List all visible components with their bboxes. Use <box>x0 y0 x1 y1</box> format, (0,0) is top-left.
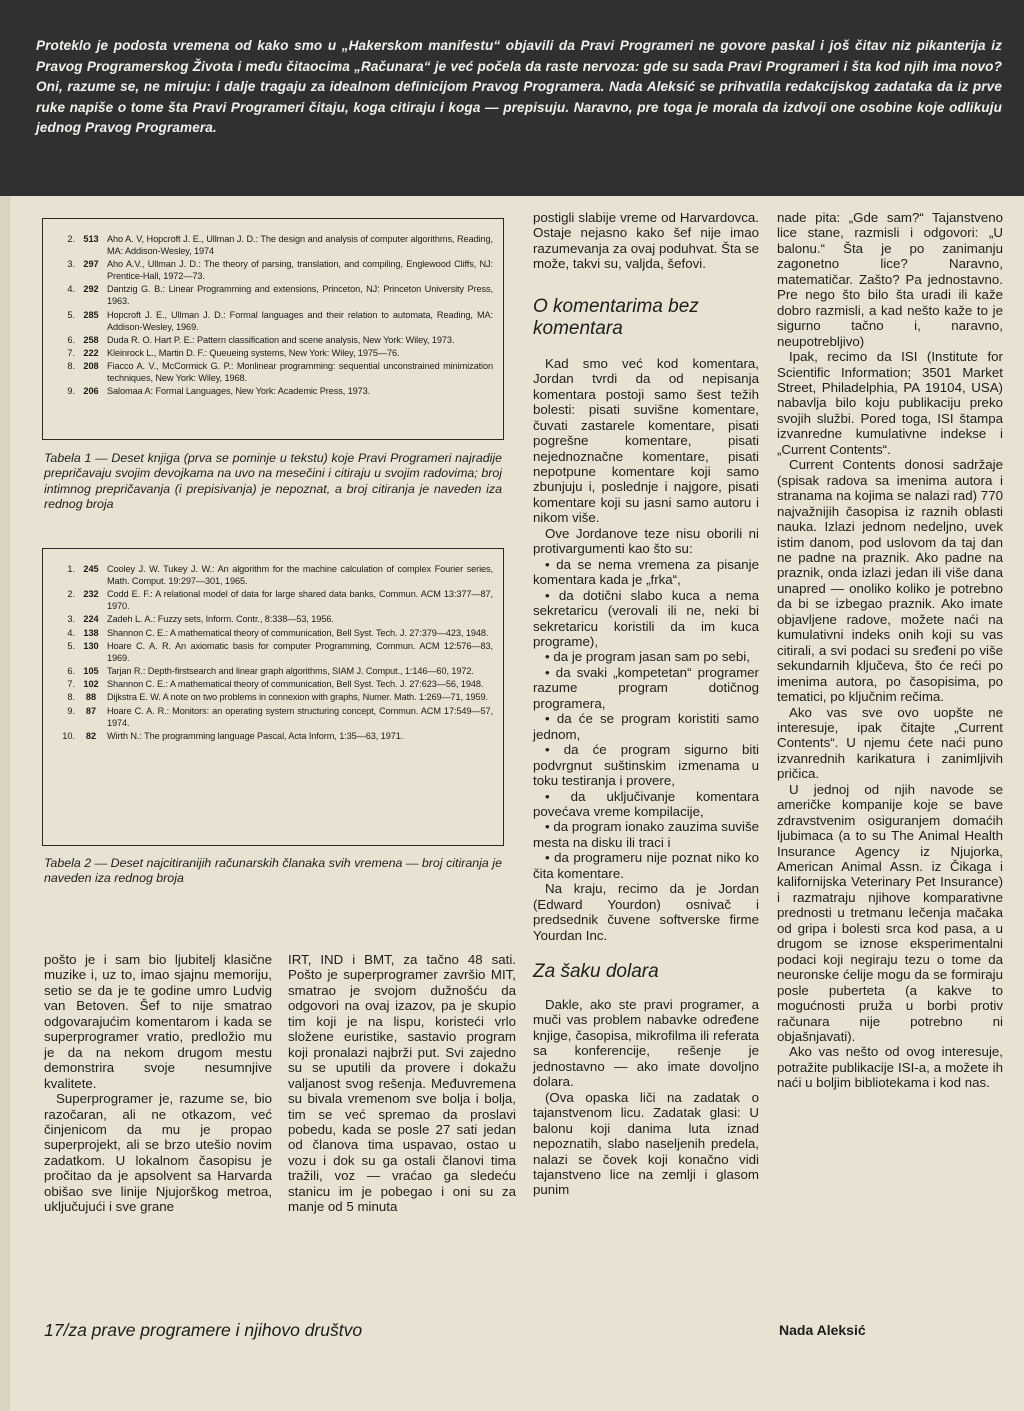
reference-text: Aho A. V, Hopcroft J. E., Ullman J. D.: The design and analysis of computer algorithms, Reading, MA: Addison-Wesley, 1974 <box>107 234 493 256</box>
row-number: 9. <box>67 386 75 397</box>
table-row <box>59 640 493 664</box>
row-number: 8. <box>67 692 75 703</box>
table-row <box>59 283 493 307</box>
bullet-item: • da svaki „kompetetan“ programer razume program dotičnog programera, <box>533 664 759 711</box>
citation-count: 82 <box>85 730 97 741</box>
paragraph: Ako vas sve ovo uopšte ne interesuje, ipak čitajte „Current Contents“. U njemu ćete naći puno izvanrednih karikatura i zanimljivih pričica. <box>777 704 1003 782</box>
table-row <box>59 730 493 742</box>
row-number: 3. <box>67 259 75 270</box>
row-number: 9. <box>67 705 75 716</box>
reference-text: Hoare C. A. R.: Monitors: an operating system structuring concept, Commun. ACM 17:549—57, 1974. <box>107 705 493 728</box>
reference-text: Shannon C. E.: A mathematical theory of communication, Bell Syst. Tech. J. 27:623—56, 1948. <box>107 679 484 690</box>
paragraph: Ipak, recimo da ISI (Institute for Scientific Information; 3501 Market Street, Philadelphia, PA 19104, USA) nabavlja bilo koju publikaciju preko svojih službi. Pored toga, ISI štampa izvanredne kumulativne indekse i „Current Contents“. <box>777 349 1003 457</box>
column-3 <box>533 210 759 1198</box>
reference-text: Shannon C. E.: A mathematical theory of communication, Bell Syst. Tech. J. 27:379—423, 1948. <box>107 627 489 638</box>
table-row <box>59 678 493 690</box>
bullet-list <box>533 557 759 882</box>
citation-count: 224 <box>83 614 99 625</box>
table-row <box>59 691 493 703</box>
paragraph: Superprogramer je, razume se, bio razočaran, ali ne otkazom, već činjenicom da mu je propao superprojekt, ali se brzo utešio novim zadatkom. U lokalnom časopisu je pročitao da je apsolvent sa Harvarda obišao sve linije Njujorškog metroa, uključujući i sve grane <box>44 1091 272 1215</box>
paragraph: pošto je i sam bio ljubitelj klasične muzike i, uz to, imao sjajnu memoriju, setio se da je te godine umro Ludvig van Betoven. Šef to nije smatrao odgovarajućim komentarom i kada se superprogramer vratio, predložio mu je da na nekom drugom mestu demonstrira svoje nesumnjive kvalitete. <box>44 952 272 1091</box>
table-row <box>59 665 493 677</box>
citation-count: 258 <box>83 334 99 345</box>
reference-text: Dijkstra E. W. A note on two problems in connexion with graphs, Numer. Math. 1:269—71, 1959. <box>107 692 488 703</box>
row-number: 7. <box>67 347 75 358</box>
table-row <box>59 334 493 346</box>
table-row <box>59 627 493 639</box>
row-number: 5. <box>67 640 75 651</box>
bullet-item: • da program ionako zauzima suviše mesta na disku ili traci i <box>533 819 759 850</box>
reference-text: Aho A.V., Ullman J. D.: The theory of parsing, translation, and compiling, Englewood Cliffs, NJ: Prentice-Hall, 1972—73. <box>107 259 493 282</box>
table-articles-caption: Tabela 2 — Deset najcitiranijih računarskih članaka svih vremena — broj citiranja je naveden iza rednog broja <box>44 856 502 886</box>
row-number: 3. <box>67 614 75 625</box>
table-row <box>59 588 493 612</box>
table-row <box>59 233 493 257</box>
citation-count: 130 <box>83 640 99 651</box>
citation-count: 87 <box>85 705 97 716</box>
table-books-caption: Tabela 1 — Deset knjiga (prva se pominje u tekstu) koje Pravi Programeri najradije prepričavaju svojim devojkama na uvo na mesečini i citiraju u svojim radovima; broj intimnog prepričavanja (i prepisivanja) je nepoznat, a broj citiranja je naveden iza rednog broja <box>44 451 502 512</box>
paragraph: postigli slabije vreme od Harvardovca. Ostaje nejasno kako šef nije imao razumevanja za ovaj poduhvat. Šta se može, takvi su, valjda, šefovi. <box>533 210 759 272</box>
reference-text: Dantzig G. B.: Linear Programming and extensions, Princeton, NJ: Princeton University Press, 1963. <box>107 284 493 307</box>
citation-count: 222 <box>83 347 99 358</box>
citation-count: 292 <box>83 284 99 295</box>
reference-text: Kleinrock L., Martin D. F.: Queueing systems, New York: Wiley, 1975—76. <box>107 347 400 358</box>
page-footer: 17/za prave programere i njihovo društvo <box>44 1320 363 1340</box>
table-row <box>59 563 493 587</box>
table-articles <box>42 548 504 846</box>
author-name: Nada Aleksić <box>779 1322 866 1338</box>
column-4 <box>777 210 1003 1091</box>
reference-text: Zadeh L. A.: Fuzzy sets, Inform. Contr., 8:338—53, 1956. <box>107 614 334 625</box>
row-number: 5. <box>67 309 75 320</box>
bullet-item: • da programeru nije poznat niko ko čita komentare. <box>533 850 759 881</box>
table-row <box>59 347 493 359</box>
paragraph: Kad smo već kod komentara, Jordan tvrdi da od nepisanja komentara postoji samo šest težih bolesti: pisati suvišne komentare, čuvati zastarele komentare, pisati pogrešne komentare, pisati nejednoznačne komentare, pisati nepotpune komentare koji samo zbunjuju i, poslednje i najgore, pisati komentare koji su jasni samo autoru i nikom više. <box>533 355 759 526</box>
row-number: 4. <box>67 284 75 295</box>
paragraph: U jednoj od njih navode se američke kompanije koje se bave zdravstvenim osiguranjem domaćih ljubimaca (a to su The Animal Health Insurance Agency iz Njujorka, American Animal Assn. iz Čikaga i kalifornijska Veterinary Pet Insurance) i razmatraju njihove komparativne prednosti u tretmanu lečenja mačaka od gripa i bolesti srca kod pasa, a u drugom se iznose eksperimentalni podaci koji negiraju tezu o tome da neuronske ćelije mogu da se formiraju posle puberteta (a kakve to mogućnosti pruža u borbi protiv računara nije potrebno ni objašnjavati). <box>777 781 1003 1045</box>
intro-banner <box>0 0 1024 196</box>
reference-text: Cooley J. W. Tukey J. W.: An algorithm for the machine calculation of complex Fourier series, Math. Comput. 19:297—301, 1965. <box>107 564 493 586</box>
reference-text: Wirth N.: The programming language Pascal, Acta Inform, 1:35—63, 1971. <box>107 730 404 741</box>
citation-count: 88 <box>85 692 97 703</box>
row-number: 6. <box>67 665 75 676</box>
table-books <box>42 218 504 440</box>
paragraph: Ove Jordanove teze nisu oborili ni protivargumenti kao što su: <box>533 525 759 557</box>
table-row <box>59 258 493 282</box>
row-number: 8. <box>67 361 75 372</box>
reference-text: Hoare C. A. R. An axiomatic basis for computer Programming, Commun. ACM 12:576—83, 1969. <box>107 640 493 663</box>
column-1 <box>44 952 272 1215</box>
bullet-item: • da će se program koristiti samo jednom, <box>533 711 759 742</box>
bullet-item: • da je program jasan sam po sebi, <box>545 649 750 665</box>
paragraph: Na kraju, recimo da je Jordan (Edward Yourdon) osnivač i predsednik čuvene softverske firme Yourdan Inc. <box>533 881 759 943</box>
citation-count: 206 <box>83 386 99 397</box>
row-number: 2. <box>67 589 75 600</box>
bullet-item: • da uključivanje komentara povećava vreme kompilacije, <box>533 788 759 819</box>
citation-count: 513 <box>83 234 99 244</box>
citation-count: 105 <box>83 665 99 676</box>
row-number: 4. <box>67 627 75 638</box>
intro-text: Proteklo je podosta vremena od kako smo u „Hakerskom manifestu“ objavili da Pravi Programeri ne govore paskal i još čitav niz pikanterija iz Pravog Programerskog Života i među čitaocima „Računara“ je već počela da raste nervoza: gde su sada Pravi Programeri i šta kod njih ima novo? Oni, razume se, ne miruju: i dalje tragaju za idealnom definicijom Pravog Programera. Nada Aleksić se prihvatila redakcijskog zadataka da iz prve ruke napiše o tome šta Pravi Programeri čitaju, koga citiraju i koga — prepisuju. Naravno, pre toga je morala da izdvoji one osobine koje odlikuju jednog Pravog Programera. <box>36 38 1002 136</box>
reference-text: Tarjan R.: Depth-firstsearch and linear graph algorithms, SIAM J. Comput., 1:146—60, 1972. <box>107 665 474 676</box>
paragraph: Ako vas nešto od ovog interesuje, potražite publikacije ISI-a, a možete ih naći u boljim bibliotekama i kod nas. <box>777 1044 1003 1091</box>
row-number: 1. <box>67 564 75 574</box>
citation-count: 297 <box>83 259 99 270</box>
citation-count: 232 <box>83 589 99 600</box>
bullet-item: • da će program sigurno biti podvrgnut suštinskim izmenama u toku testiranja i provere, <box>533 742 759 789</box>
row-number: 6. <box>67 334 75 345</box>
paragraph: nade pita: „Gde sam?“ Tajanstveno lice stane, razmisli i odgovori: „U balonu.“ Šta je po zanimanju zagonetno lice? Naravno, matematičar. Zašto? Pa jednostavno. Pre nego što bilo šta uradi ili kaže dobro razmisli, a kad nešto kaže to je sigurno tačno i, naravno, neupotrebljivo) <box>777 210 1003 349</box>
citation-count: 208 <box>83 361 99 372</box>
table-row <box>59 705 493 729</box>
row-number: 2. <box>67 234 75 244</box>
citation-count: 285 <box>83 309 99 320</box>
section-heading-comments: O komentarima bez komentara <box>533 295 699 339</box>
row-number: 10. <box>62 730 75 741</box>
section-heading-dollars: Za šaku dolara <box>533 961 659 983</box>
table-row <box>59 309 493 333</box>
citation-count: 102 <box>83 679 99 690</box>
table-row <box>59 385 493 397</box>
reference-text: Fiacco A. V., McCormick G. P.: Monlinear programming: sequential unconstrained minimization techniques, New York: Wiley, 1968. <box>107 361 493 384</box>
reference-text: Duda R. O. Hart P. E.: Pattern classification and scene analysis, New York: Wiley, 1973. <box>107 334 455 345</box>
row-number: 7. <box>67 679 75 690</box>
paragraph: (Ova opaska liči na zadatak o tajanstvenom licu. Zadatak glasi: U balonu koji danima luta iznad nepoznatih, slabo naseljenih predela, nalazi se čovek koji konačno vidi tajanstveno lice na zemlji i glasom punim <box>533 1089 759 1198</box>
column-2 <box>288 952 516 1215</box>
bullet-item: • da se nema vremena za pisanje komentara kada je „frka“, <box>533 556 759 588</box>
citation-count: 245 <box>83 564 99 574</box>
citation-count: 138 <box>83 627 99 638</box>
reference-text: Hopcroft J. E., Ullman J. D.: Formal languages and their relation to automata, Reading, MA: Addison-Wesley, 1969. <box>107 309 493 332</box>
paragraph: IRT, IND i BMT, za tačno 48 sati. Pošto je superprogramer završio MIT, smatrao je svojom dužnošću da odgovori na ovaj izazov, pa je skupio tim koji je na lispu, koristeći vrlo složene euristike, sastavio program koji pronalazi najbrži put. Svi zajedno su se uputili da provere i dokažu valjanost svog rešenja. Međuvremena su bivala vremenom sve bolja i bolja, tim se već spremao da proslavi pobedu, kada se posle 27 sati jedan od članova tima uspavao, ostao u vozu i dok su ga ostali članovi tima tražili, voz — vraćao ga sledeću stanicu im je pobegao i oni su za manje od 5 minuta <box>288 952 516 1215</box>
reference-text: Salomaa A: Formal Languages, New York: Academic Press, 1973. <box>107 386 371 397</box>
table-row <box>59 360 493 384</box>
bullet-item: • da dotični slabo kuca a nema sekretaricu (verovali ili ne, neki bi sekretaricu koristili da im kuca programe), <box>533 587 759 649</box>
reference-text: Codd E. F.: A relational model of data for large shared data banks, Commun. ACM 13:377—87, 1970. <box>107 589 493 612</box>
paragraph: Current Contents donosi sadržaje (spisak radova sa imenima autora i stranama na kojima se nalazi rad) 770 najvažnijih časopisa iz raznih oblasti nauka. Izlazi jednom nedeljno, uvek istim danom, pod uslovom da taj dan ne padne na praznik. Ako padne na praznik, onda izlazi jedan ili više dana unapred — onoliko koliko je potrebno da bi se izbegao praznik. Ako imate objavljene radove, možete naći na kumulativni indeks onih koji su vas citirali, a svi podaci su sređeni po više sekundarnih ključeva, što će reći po imenima autora, po časopisima, po tematici, po ključnim rečima. <box>777 457 1003 705</box>
table-row <box>59 613 493 625</box>
paragraph: Dakle, ako ste pravi programer, a muči vas problem nabavke određene knjige, časopisa, mikrofilma ili referata sa konferencije, rešenje je jednostavno — ako imate dovoljno dolara. <box>533 997 759 1090</box>
page-edge <box>0 196 10 1411</box>
